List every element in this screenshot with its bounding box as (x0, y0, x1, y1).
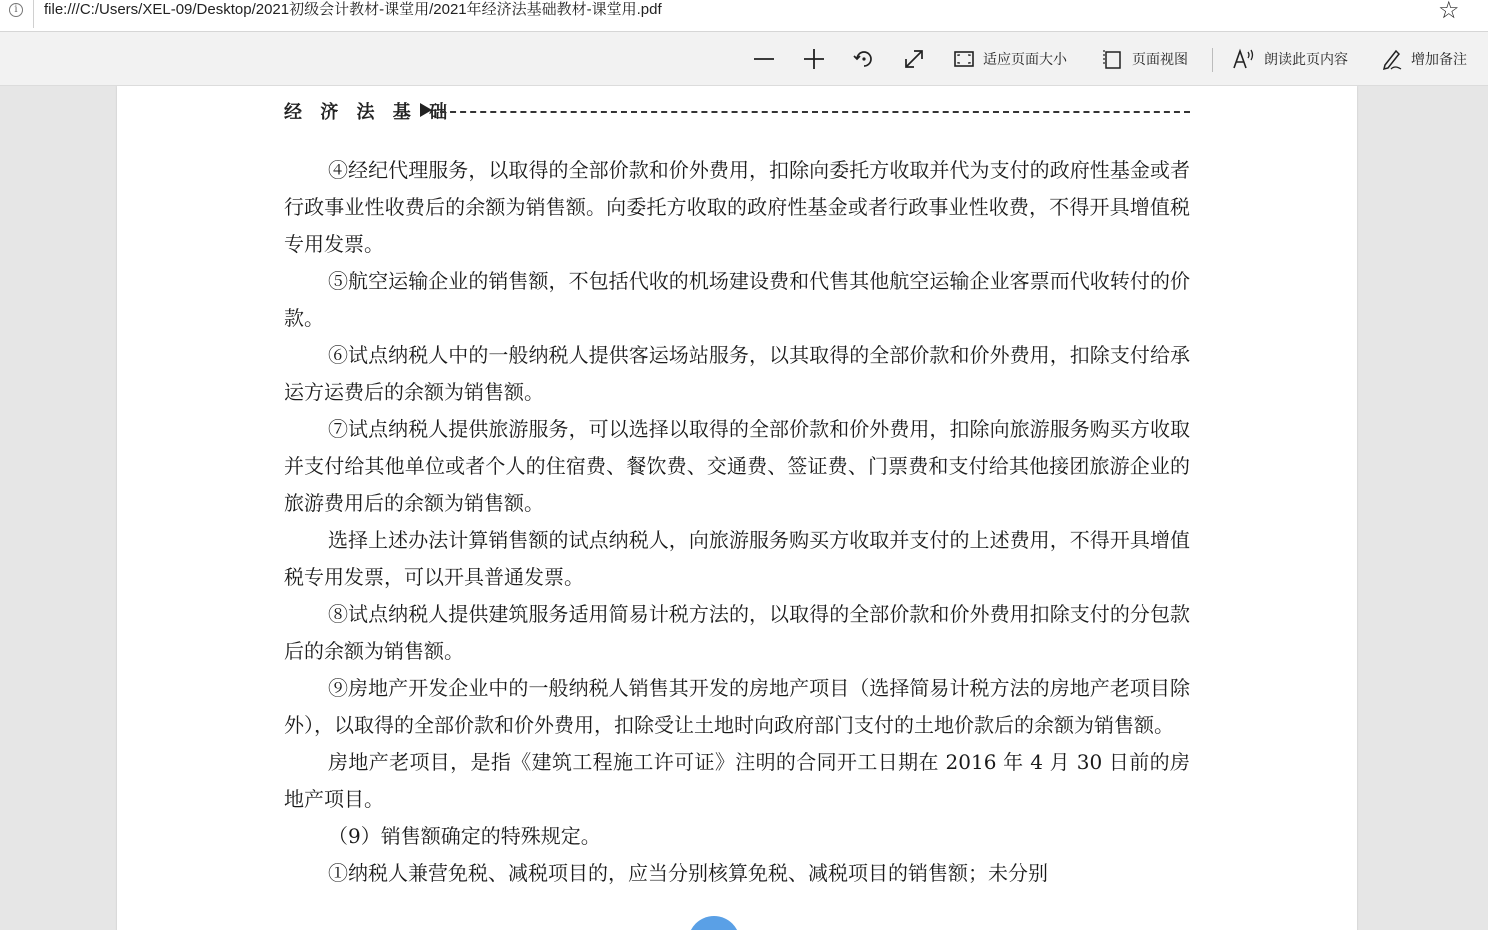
url-field[interactable]: file:///C:/Users/XEL-09/Desktop/2021初级会计教材-课堂用/2021年经济法基础教材-课堂用.pdf (44, 1, 662, 18)
toolbar-separator (1212, 48, 1213, 72)
paragraph: ⑥试点纳税人中的一般纳税人提供客运场站服务，以其取得的全部价款和价外费用，扣除支付给承运方运费后的余额为销售额。 (284, 343, 1190, 404)
minus-icon (752, 47, 776, 71)
info-icon[interactable]: i (9, 3, 23, 17)
fit-page-button[interactable] (953, 32, 1067, 86)
star-outline-icon[interactable]: ☆ (1438, 0, 1460, 24)
fit-page-icon (953, 48, 975, 70)
running-head (284, 98, 1190, 124)
running-head-rule (440, 111, 1190, 113)
triangle-right-icon (420, 103, 432, 117)
running-head-title: 经 济 法 基 础 (284, 102, 454, 123)
read-aloud-icon (1232, 47, 1256, 71)
read-aloud-button[interactable] (1232, 32, 1348, 86)
plus-icon (802, 47, 826, 71)
pen-icon (1381, 47, 1403, 71)
paragraph: 房地产老项目，是指《建筑工程施工许可证》注明的合同开工日期在 2016 年 4 月 30 日前的房地产项目。 (284, 750, 1190, 811)
fullscreen-button[interactable] (902, 32, 926, 86)
paragraph: ⑤航空运输企业的销售额，不包括代收的机场建设费和代售其他航空运输企业客票而代收转付的价款。 (284, 269, 1190, 330)
url-divider (33, 0, 34, 28)
paragraph: （9）销售额确定的特殊规定。 (328, 824, 601, 848)
zoom-out-button[interactable] (752, 32, 776, 86)
pdf-toolbar (0, 32, 1488, 86)
address-bar (0, 0, 1488, 32)
paragraph: ④经纪代理服务，以取得的全部价款和价外费用，扣除向委托方收取并代为支付的政府性基金或者行政事业性收费后的余额为销售额。向委托方收取的政府性基金或者行政事业性收费，不得开具增值税专用发票。 (284, 158, 1190, 256)
pdf-page (117, 86, 1357, 930)
add-note-button[interactable] (1381, 32, 1467, 86)
page-view-label: 页面视图 (1132, 52, 1188, 68)
rotate-button[interactable] (852, 32, 876, 86)
pdf-viewer[interactable] (0, 86, 1488, 930)
expand-icon (902, 47, 926, 71)
paragraph: ⑦试点纳税人提供旅游服务，可以选择以取得的全部价款和价外费用，扣除向旅游服务购买方收取并支付给其他单位或者个人的住宿费、餐饮费、交通费、签证费、门票费和支付给其他接团旅游企业的旅游费用后的余额为销售额。 (284, 417, 1190, 515)
page-body (284, 152, 1190, 892)
page-view-icon (1102, 48, 1124, 70)
read-aloud-label: 朗读此页内容 (1264, 52, 1348, 68)
rotate-icon (852, 47, 876, 71)
paragraph: ⑨房地产开发企业中的一般纳税人销售其开发的房地产项目（选择简易计税方法的房地产老项目除外），以取得的全部价款和价外费用，扣除受让土地时向政府部门支付的土地价款后的余额为销售额。 (284, 676, 1190, 737)
fit-page-label: 适应页面大小 (983, 52, 1067, 68)
paragraph: 选择上述办法计算销售额的试点纳税人，向旅游服务购买方收取并支付的上述费用，不得开具增值税专用发票，可以开具普通发票。 (284, 528, 1190, 589)
zoom-in-button[interactable] (802, 32, 826, 86)
paragraph: ①纳税人兼营免税、减税项目的，应当分别核算免税、减税项目的销售额；未分别 (328, 861, 1048, 885)
add-note-label: 增加备注 (1411, 52, 1467, 68)
paragraph: ⑧试点纳税人提供建筑服务适用简易计税方法的，以取得的全部价款和价外费用扣除支付的分包款后的余额为销售额。 (284, 602, 1190, 663)
page-view-button[interactable] (1102, 32, 1188, 86)
